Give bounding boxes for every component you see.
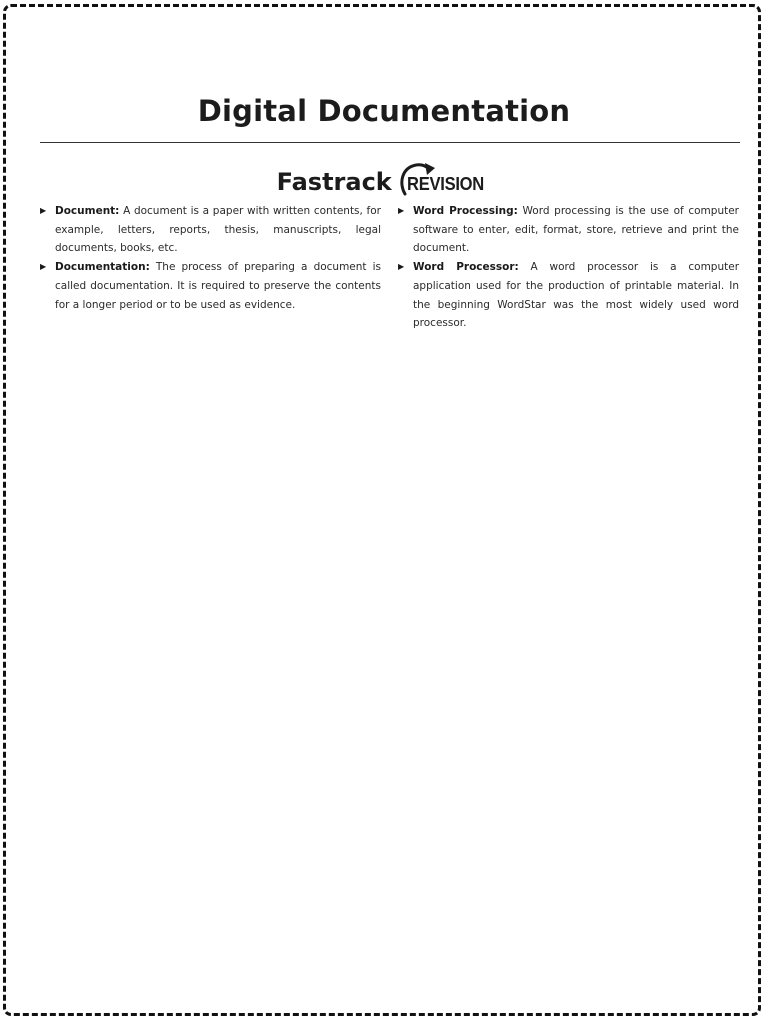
definition-term: Document: bbox=[55, 205, 120, 217]
title-divider bbox=[40, 142, 740, 143]
banner-tag: REVISION bbox=[406, 174, 484, 194]
triangle-bullet-icon: ▶ bbox=[40, 206, 47, 215]
page-title: Digital Documentation bbox=[197, 94, 571, 128]
definition-text: Word processing is the use of computer software to enter, edit, format, store, retrieve and print the document. bbox=[413, 205, 739, 255]
definition-term: Documentation: bbox=[55, 261, 150, 274]
triangle-bullet-icon: ▶ bbox=[398, 206, 405, 215]
definition-term: Word Processor: bbox=[413, 261, 519, 274]
definition-item bbox=[40, 202, 381, 258]
triangle-bullet-icon: ▶ bbox=[398, 262, 405, 272]
banner-brand: Fastrack bbox=[276, 168, 392, 196]
definition-item bbox=[398, 258, 739, 333]
left-column bbox=[40, 202, 381, 314]
triangle-bullet-icon: ▶ bbox=[40, 262, 47, 272]
definition-item bbox=[398, 202, 739, 258]
definition-item bbox=[40, 258, 381, 314]
definition-text: The process of preparing a document is called documentation. It is required to preserve the contents for a longer period or to be used as evidence. bbox=[55, 261, 382, 311]
fastrack-revision-banner bbox=[0, 156, 768, 196]
definition-text: A word processor is a computer application used for the production of printable material. In the beginning WordStar was the most widely used word processor. bbox=[413, 261, 740, 330]
revision-badge bbox=[396, 160, 492, 196]
definition-text: A document is a paper with written contents, for example, letters, reports, thesis, manuscripts, legal documents, books, etc. bbox=[55, 205, 381, 255]
right-column bbox=[398, 202, 739, 333]
definition-term: Word Processing: bbox=[413, 205, 518, 217]
